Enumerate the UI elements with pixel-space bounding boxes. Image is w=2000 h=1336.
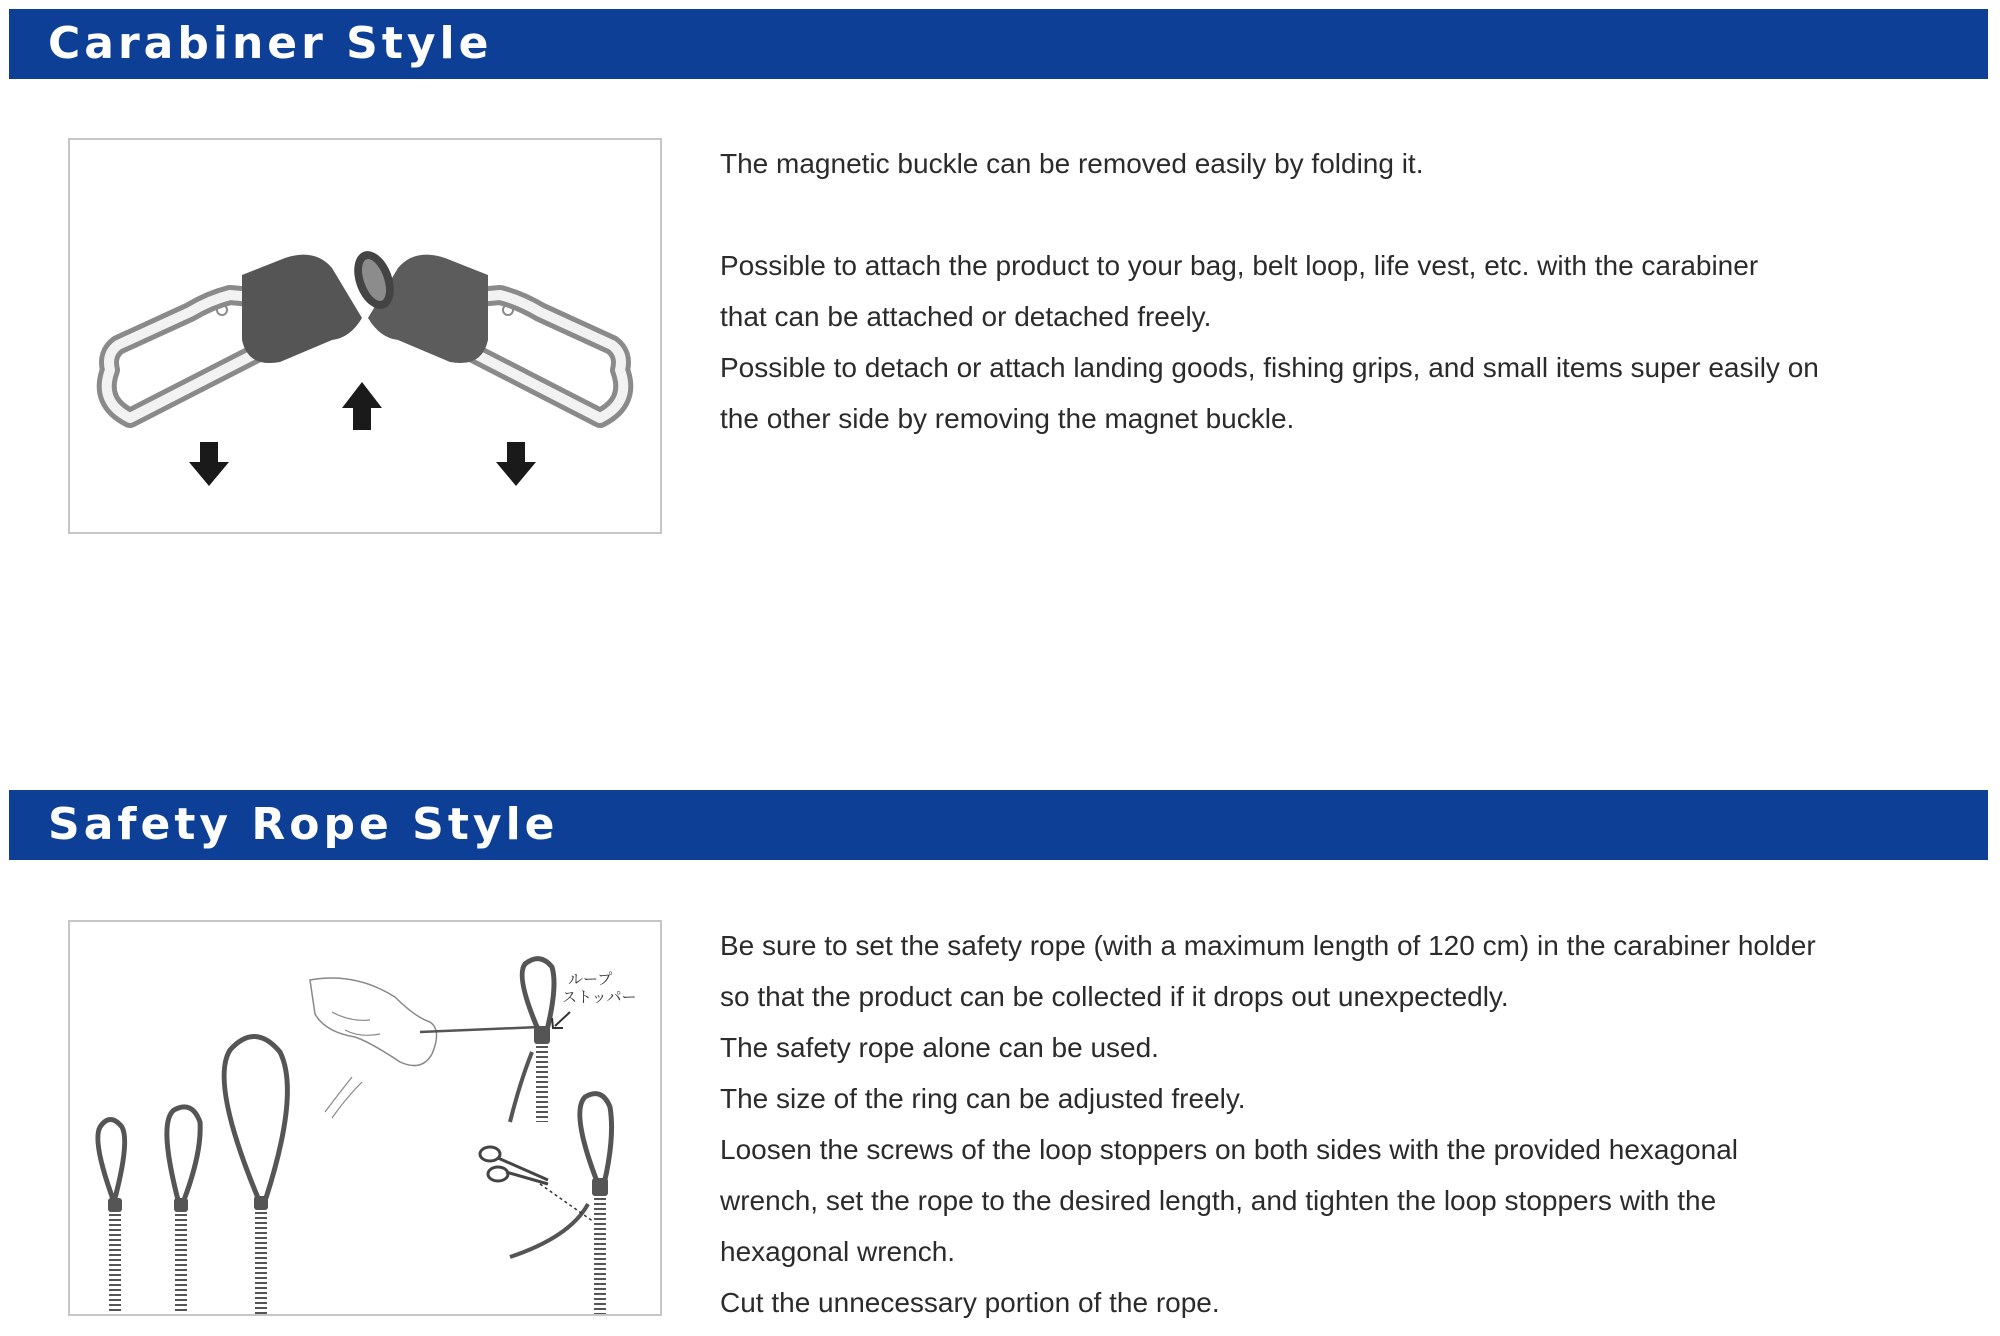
safety-rope-paragraph: so that the product can be collected if it drops out unexpectedly.	[720, 981, 1509, 1012]
section-title-safety-rope: Safety Rope Style	[48, 799, 559, 850]
safety-rope-paragraph: Cut the unnecessary portion of the rope.	[720, 1287, 1220, 1318]
magnetic-buckle-icon	[242, 246, 488, 363]
carabiner-illustration	[68, 138, 662, 534]
safety-rope-paragraph: Be sure to set the safety rope (with a maximum length of 120 cm) in the carabiner holder	[720, 930, 1816, 961]
section-title-carabiner: Carabiner Style	[48, 18, 493, 69]
rope-loop-icon	[510, 1094, 612, 1314]
loop-stopper-label-line1: ループ	[568, 970, 613, 988]
carabiner-illustration-svg	[70, 140, 660, 532]
section-header-safety-rope	[9, 790, 1988, 860]
scissors-icon	[480, 1147, 548, 1184]
safety-rope-paragraph: wrench, set the rope to the desired length, and tighten the loop stoppers with the	[720, 1185, 1717, 1216]
rope-loop-icon	[98, 1120, 125, 1315]
carabiner-description	[720, 138, 1970, 444]
safety-rope-paragraph: The safety rope alone can be used.	[720, 1032, 1159, 1063]
safety-rope-description	[720, 920, 1970, 1328]
rope-loop-icon	[510, 959, 554, 1122]
carabiner-paragraph: Possible to detach or attach landing goods, fishing grips, and small items super easily on	[720, 352, 1819, 383]
rope-loop-icon	[167, 1107, 200, 1314]
rope-loop-icon	[224, 1036, 287, 1314]
safety-rope-illustration-svg	[70, 922, 660, 1314]
safety-rope-paragraph: The size of the ring can be adjusted freely.	[720, 1083, 1246, 1114]
arrow-down-icon	[189, 442, 229, 486]
hand-icon	[310, 978, 540, 1118]
carabiner-paragraph: Possible to attach the product to your bag, belt loop, life vest, etc. with the carabiner	[720, 250, 1759, 281]
arrow-up-icon	[342, 382, 382, 430]
pointer-arrow-icon	[552, 1012, 570, 1028]
carabiner-paragraph: the other side by removing the magnet buckle.	[720, 403, 1295, 434]
carabiner-paragraph: The magnetic buckle can be removed easily by folding it.	[720, 148, 1424, 179]
carabiner-paragraph: that can be attached or detached freely.	[720, 301, 1212, 332]
safety-rope-paragraph: Loosen the screws of the loop stoppers on both sides with the provided hexagonal	[720, 1134, 1738, 1165]
arrow-down-icon	[496, 442, 536, 486]
section-header-carabiner	[9, 9, 1988, 79]
loop-stopper-label-line2: ストッパー	[562, 988, 637, 1006]
safety-rope-illustration	[68, 920, 662, 1316]
safety-rope-paragraph: hexagonal wrench.	[720, 1236, 956, 1267]
